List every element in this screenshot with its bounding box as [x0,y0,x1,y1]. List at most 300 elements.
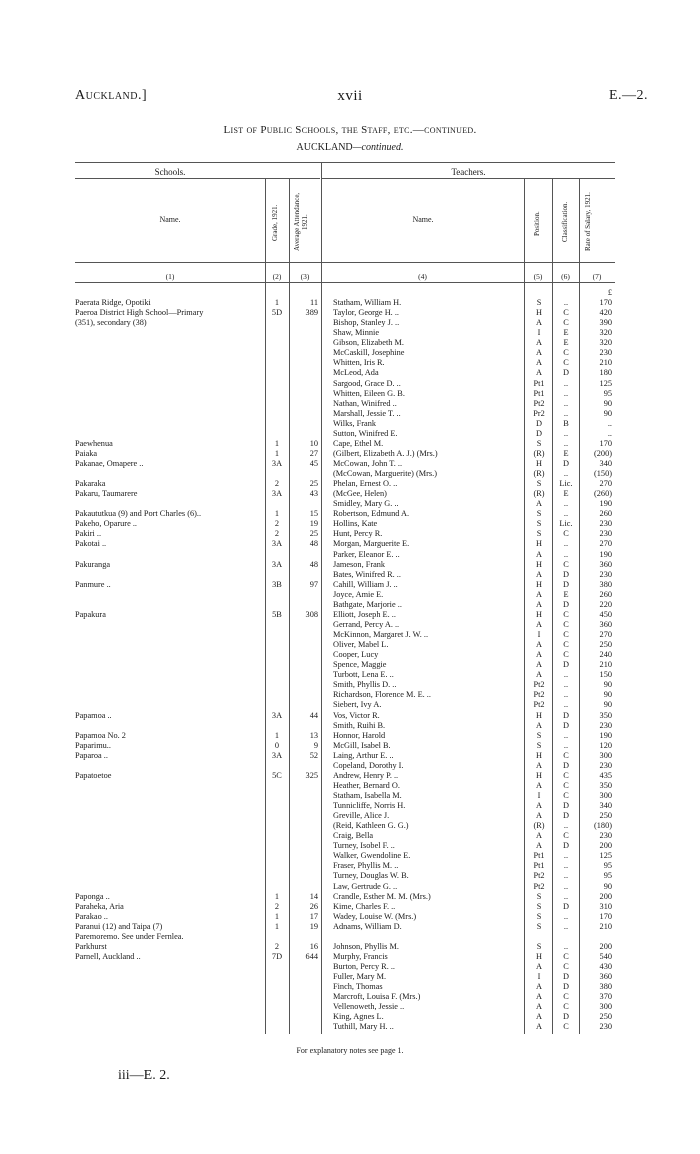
cell-teacher-name: Vos, Victor R. [333,710,380,720]
cell-position: A [536,619,542,629]
table-row [0,1012,700,1022]
cell-classification: D [563,982,569,992]
cell-teacher-name: Hunt, Percy R. [333,529,383,539]
table-row [0,922,700,932]
cell-grade: 2 [274,479,280,489]
cell-position: Pt2 [533,700,545,710]
report-code: E.—2. [608,88,648,103]
cell-position: A [536,720,542,730]
table-row [0,821,700,831]
cell-attendance: 16 [309,941,318,951]
cell-position: A [536,569,542,579]
cell-attendance: 13 [309,730,318,740]
cell-grade: 1 [274,448,280,458]
cell-salary: 270 [599,630,612,639]
table-row [0,892,700,902]
cell-teacher-name: Tunnicliffe, Norris H. [333,801,406,810]
cell-teacher-name: McLeod, Ada [333,368,379,378]
table-row [0,640,700,650]
cell-position: A [536,599,542,609]
cell-grade: 5D [271,308,283,318]
cell-salary: 230 [599,720,612,730]
cell-attendance: 44 [309,710,318,720]
subtitle-main: AUCKLAND [296,142,353,153]
table-row [0,560,700,570]
cell-classification: .. [563,388,569,398]
table-row [0,409,700,419]
table-row [0,590,700,600]
cell-teacher-name: Kime, Charles F. .. [333,901,396,911]
cell-classification: B [563,418,569,428]
table-row [0,469,700,479]
cell-teacher-name: Marshall, Jessie T. .. [333,408,401,418]
table-row [0,529,700,539]
cell-salary: 340 [599,459,612,468]
cell-position: H [536,308,542,318]
table-row [0,902,700,912]
cell-position: A [536,348,542,358]
cell-grade: 2 [274,519,280,529]
table-row [0,499,700,509]
cell-school-name: Papatoetoe [75,770,112,780]
table-row [0,690,700,700]
cell-classification: C [563,790,569,800]
column-header-classification: Classification. [561,201,569,243]
cell-salary: 230 [599,529,612,539]
cell-teacher-name: Gibson, Elizabeth M. [333,338,404,348]
cell-classification: C [563,529,569,539]
cell-salary: 320 [599,338,612,348]
cell-teacher-name: Whitten, Iris R. [333,358,385,368]
cell-school-name: Pakiri .. [75,529,102,539]
cell-position: H [536,559,542,569]
cell-teacher-name: Cooper, Lucy [333,650,379,660]
table-row [0,570,700,580]
cell-attendance: 45 [309,459,318,468]
cell-classification: D [563,579,569,589]
cell-classification: .. [563,398,569,408]
cell-salary: 180 [599,368,612,378]
cell-position: Pt1 [533,378,545,388]
cell-position: A [536,670,542,680]
cell-teacher-name: Phelan, Ernest O. .. [333,479,398,489]
cell-classification: E [563,338,569,348]
cell-teacher-name: Johnson, Phyllis M. [333,941,399,951]
cell-teacher-name: Turney, Douglas W. B. [333,871,409,881]
cell-position: D [536,418,542,428]
column-number: (2) [272,272,282,281]
column-header-grade: Grade, 1921. [271,204,279,242]
cell-position: S [536,529,542,539]
cell-teacher-name: McKinnon, Margaret J. W. .. [333,630,429,639]
cell-attendance: 48 [309,559,318,569]
cell-teacher-name: King, Agnes L. [333,1012,384,1022]
cell-salary: 220 [599,599,612,609]
table-row [0,318,700,328]
column-number: (1) [165,272,175,281]
cell-position: (R) [533,489,545,499]
table-row [0,650,700,660]
table-row [0,791,700,801]
cell-position: A [536,1002,542,1012]
column-header-school-name: Name. [159,215,181,224]
cell-position: Pt1 [533,388,545,398]
cell-salary: 170 [599,298,612,307]
cell-position: (R) [533,821,545,831]
cell-position: H [536,539,542,549]
cell-salary: 350 [599,710,612,720]
cell-teacher-name: Shaw, Minnie [333,328,380,338]
table-row [0,992,700,1002]
cell-school-name: Paeroa District High School—Primary [75,308,204,318]
table-row [0,630,700,640]
cell-position: (R) [533,469,545,478]
cell-grade: 3A [271,750,283,760]
table-row [0,851,700,861]
cell-classification: C [563,358,569,368]
table-row [0,419,700,429]
cell-position: H [536,951,542,961]
cell-attendance: 25 [309,529,318,539]
cell-classification: .. [563,911,569,921]
cell-position: S [536,740,542,750]
table-row [0,348,700,358]
cell-teacher-name: Heather, Bernard O. [333,780,400,790]
cell-attendance: 48 [309,539,318,549]
table-row [0,439,700,449]
cell-salary: (260) [594,489,612,499]
group-header-schools: Schools. [154,167,186,177]
cell-salary: 200 [599,891,612,901]
cell-teacher-name: Cahill, William J. .. [333,579,398,589]
cell-position: A [536,660,542,670]
cell-salary: 360 [599,972,612,981]
cell-school-name: (351), secondary (38) [75,318,147,328]
cell-classification: C [563,831,569,841]
cell-position: S [536,901,542,911]
cell-classification: .. [563,740,569,750]
table-row [0,670,700,680]
cell-salary: 90 [603,881,612,891]
cell-teacher-name: Morgan, Marguerite E. [333,539,410,549]
cell-classification: C [563,318,569,328]
cell-position: (R) [533,448,545,458]
cell-classification: .. [563,941,569,951]
cell-classification: .. [563,730,569,740]
column-number: (6) [561,272,570,281]
table-title: List of Public Schools, the Staff, etc.—continued. [223,124,477,136]
table-row [0,882,700,892]
cell-classification: .. [563,871,569,881]
column-number: (5) [533,272,543,281]
cell-classification: D [563,801,569,810]
cell-salary: 250 [599,1012,612,1022]
cell-salary: (180) [594,821,612,831]
cell-school-name: Paparimu.. [75,740,111,750]
cell-attendance: 325 [305,770,318,780]
cell-salary: 390 [599,318,612,328]
cell-salary: 150 [599,670,612,680]
cell-classification: C [563,619,569,629]
table-row [0,660,700,670]
cell-teacher-name: Wadey, Louise W. (Mrs.) [333,911,417,921]
cell-position: S [536,941,542,951]
table-row [0,811,700,821]
cell-classification: .. [563,549,569,559]
cell-attendance: 15 [309,509,318,519]
cell-classification: E [563,448,569,458]
cell-salary: 450 [599,609,612,619]
cell-salary: 190 [599,499,612,509]
cell-attendance: 14 [309,891,318,901]
cell-classification: .. [563,851,569,861]
cell-salary: 210 [599,358,612,368]
cell-classification: D [563,710,569,720]
table-row [0,298,700,308]
table-row [0,871,700,881]
cell-teacher-name: Honnor, Harold [333,730,386,740]
table-row [0,932,700,942]
cell-position: Pt2 [533,398,545,408]
table-row [0,449,700,459]
cell-school-name: Paremoremo. See under Fernlea. [75,931,184,941]
cell-school-name: Parnell, Auckland .. [75,951,141,961]
cell-school-name: Panmure .. [75,579,111,589]
cell-salary: 95 [603,871,612,881]
cell-school-name: Papamoa No. 2 [75,730,126,740]
table-row [0,942,700,952]
cell-position: A [536,368,542,378]
cell-position: A [536,1022,542,1032]
table-row [0,328,700,338]
cell-classification: .. [563,670,569,680]
column-header-position: Position. [533,211,541,237]
cell-teacher-name: Bathgate, Marjorie .. [333,599,402,609]
cell-teacher-name: Fraser, Phyllis M. .. [333,861,399,871]
cell-school-name: Paewhenua [75,438,113,448]
cell-school-name: Pakotai .. [75,539,107,549]
cell-position: Pr2 [533,408,545,418]
cell-classification: .. [563,438,569,448]
cell-salary: 360 [599,559,612,569]
cell-attendance: 25 [309,479,318,489]
cell-salary: 270 [599,539,612,549]
cell-salary: 230 [599,1022,612,1032]
cell-position: Pt2 [533,871,545,881]
cell-salary: 310 [599,901,612,911]
cell-teacher-name: Wilks, Frank [333,418,376,428]
cell-teacher-name: Smith, Ruihi B. [333,720,386,730]
cell-position: H [536,750,542,760]
cell-school-name: Paiaka [75,448,98,458]
cell-teacher-name: Finch, Thomas [333,982,383,992]
cell-teacher-name: Smidley, Mary G. .. [333,499,399,509]
cell-school-name: Pakaru, Taumarere [75,489,138,499]
cell-teacher-name: Tuthill, Mary H. .. [333,1022,394,1032]
cell-position: A [536,831,542,841]
cell-position: A [536,801,542,810]
cell-salary: 300 [599,1002,612,1012]
cell-salary: 90 [603,398,612,408]
cell-grade: 1 [274,438,280,448]
cell-classification: .. [563,378,569,388]
cell-teacher-name: (McGee, Helen) [333,489,387,499]
cell-position: I [537,328,541,338]
cell-teacher-name: Whitten, Eileen G. B. [333,388,405,398]
cell-salary: 370 [599,992,612,1002]
cell-attendance: 43 [309,489,318,499]
cell-classification: Lic. [559,519,573,529]
cell-salary: .. [607,418,612,428]
cell-salary: (150) [594,469,612,478]
cell-teacher-name: Crandle, Esther M. M. (Mrs.) [333,891,431,901]
cell-school-name: Pakeho, Oparure .. [75,519,137,529]
cell-classification: D [563,459,569,468]
cell-position: A [536,640,542,649]
cell-salary: (200) [594,448,612,458]
cell-grade: 7D [271,951,283,961]
cell-position: A [536,982,542,992]
cell-salary: 170 [599,911,612,921]
cell-classification: .. [563,881,569,891]
cell-classification: C [563,770,569,780]
cell-school-name: Parakao .. [75,911,108,921]
cell-classification: C [563,348,569,358]
column-header-attendance: Average Attendance, 1921. [293,192,309,252]
cell-teacher-name: Copeland, Dorothy I. [333,760,404,770]
cell-grade: 2 [274,529,280,539]
cell-position: A [536,358,542,368]
cell-grade: 1 [274,730,280,740]
cell-teacher-name: Bates, Winifred R. .. [333,569,401,579]
cell-teacher-name: Oliver, Mabel L. [333,640,389,649]
cell-position: Pt1 [533,851,545,861]
cell-classification: D [563,841,569,851]
cell-teacher-name: McCaskill, Josephine [333,348,405,358]
cell-position: S [536,509,542,519]
cell-classification: C [563,962,569,971]
table-row [0,358,700,368]
cell-salary: 250 [599,811,612,821]
cell-salary: 210 [599,660,612,670]
table-row [0,731,700,741]
cell-salary: 250 [599,640,612,649]
cell-grade: 3B [272,579,282,589]
cell-classification: .. [563,891,569,901]
table-row [0,771,700,781]
cell-attendance: 10 [309,438,318,448]
cell-classification: C [563,992,569,1002]
cell-position: S [536,479,542,489]
cell-school-name: Papakura [75,609,106,619]
cell-position: A [536,760,542,770]
table-row [0,761,700,771]
cell-salary: 190 [599,549,612,559]
cell-teacher-name: Richardson, Florence M. E. .. [333,690,431,700]
cell-classification: C [563,609,569,619]
cell-salary: 260 [599,509,612,519]
cell-classification: C [563,1022,569,1032]
cell-classification: D [563,972,569,981]
cell-classification: D [563,368,569,378]
cell-position: A [536,650,542,660]
cell-teacher-name: Marcroft, Louisa F. (Mrs.) [333,992,421,1002]
cell-teacher-name: Laing, Arthur E. .. [333,750,394,760]
cell-salary: .. [607,428,612,438]
cell-teacher-name: Joyce, Amie E. [333,589,384,599]
cell-grade: 5C [272,770,282,780]
cell-position: A [536,962,542,971]
cell-position: H [536,579,542,589]
cell-school-name: Pakanae, Omapere .. [75,459,144,468]
cell-classification: C [563,630,569,639]
cell-classification: .. [563,690,569,700]
cell-grade: 1 [274,891,280,901]
cell-position: A [536,589,542,599]
table-row [0,841,700,851]
table-row [0,580,700,590]
cell-teacher-name: Cape, Ethel M. [333,438,384,448]
cell-grade: 1 [274,298,280,307]
cell-salary: 230 [599,760,612,770]
cell-grade: 3A [271,489,283,499]
cell-teacher-name: Smith, Phyllis D. .. [333,680,397,690]
cell-classification: .. [563,539,569,549]
table-row [0,1002,700,1012]
currency-symbol: £ [607,288,612,297]
cell-salary: 300 [599,750,612,760]
cell-attendance: 389 [305,308,318,318]
cell-teacher-name: McGill, Isabel B. [333,740,391,750]
cell-salary: 125 [599,378,612,388]
cell-salary: 190 [599,730,612,740]
table-row [0,861,700,871]
cell-teacher-name: Robertson, Edmund A. [333,509,410,519]
cell-school-name: Pakaututkua (9) and Port Charles (6).. [75,509,202,519]
table-row [0,721,700,731]
cell-teacher-name: Greville, Alice J. [333,811,390,821]
cell-attendance: 52 [309,750,318,760]
cell-classification: .. [563,680,569,690]
table-row [0,389,700,399]
cell-classification: E [563,489,569,499]
cell-teacher-name: Parker, Eleanor E. .. [333,549,400,559]
table-row [0,489,700,499]
cell-position: Pt2 [533,690,545,700]
cell-position: S [536,519,542,529]
cell-teacher-name: Jameson, Frank [333,559,386,569]
cell-salary: 230 [599,519,612,529]
cell-salary: 435 [599,770,612,780]
signature-mark: iii—E. 2. [118,1068,170,1083]
cell-school-name: Parkhurst [75,941,107,951]
table-row [0,399,700,409]
cell-attendance: 17 [309,911,318,921]
cell-school-name: Paranui (12) and Taipa (7) [75,921,163,931]
cell-school-name: Paponga .. [75,891,110,901]
table-row [0,519,700,529]
cell-salary: 200 [599,841,612,851]
cell-position: H [536,609,542,619]
cell-position: A [536,549,542,559]
table-row [0,610,700,620]
column-header-salary: Rate of Salary, 1921. [584,192,592,252]
cell-grade: 2 [274,941,280,951]
cell-salary: 240 [599,650,612,660]
cell-school-name: Pakaraka [75,479,106,489]
cell-salary: 95 [603,388,612,398]
cell-salary: 270 [599,479,612,489]
